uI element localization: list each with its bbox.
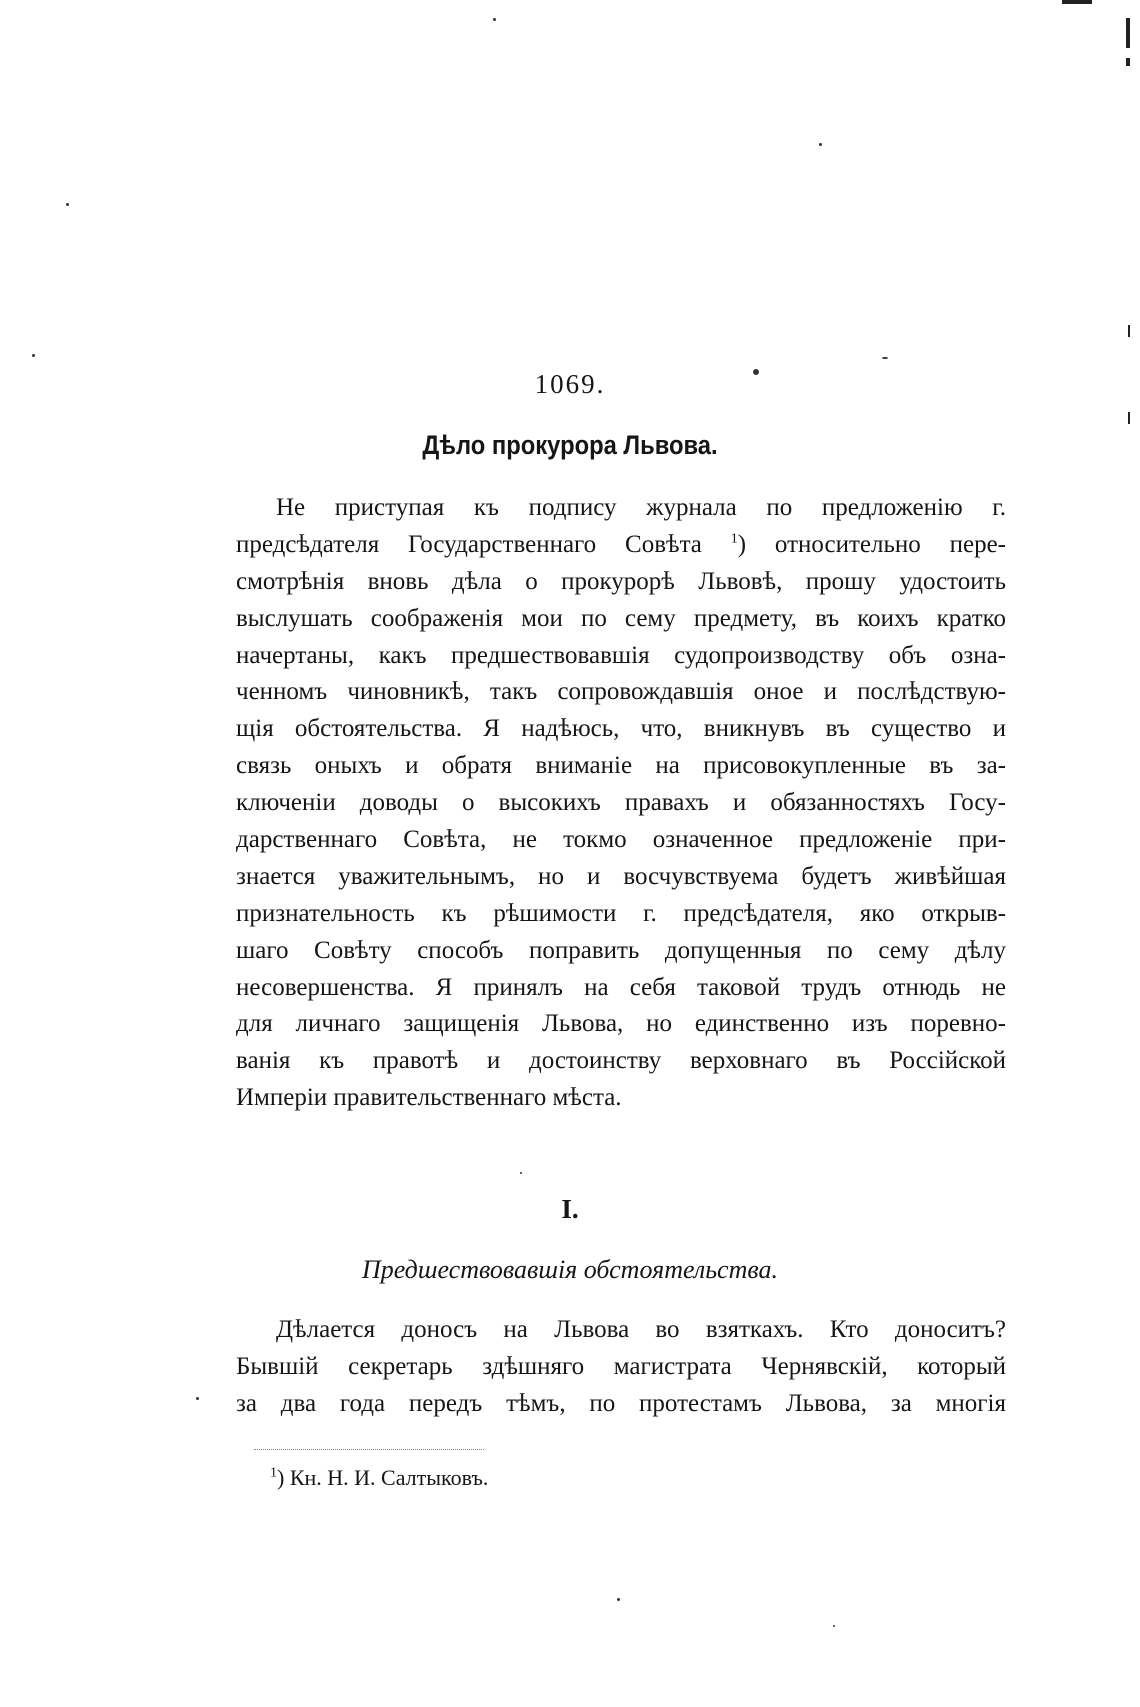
- scan-edge-mark: [1126, 18, 1130, 48]
- paragraph-line: начертаны, какъ предшествовавшія судопроизводству объ озна-: [236, 641, 1006, 669]
- paragraph-line: для личнаго защищенія Львова, но единственно изъ поревно-: [236, 1010, 1006, 1038]
- paragraph-line: смотрѣнія вновь дѣла о прокурорѣ Львовѣ, прошу удостоить: [236, 567, 1006, 595]
- scan-edge-mark: [1062, 0, 1092, 4]
- footnote-separator: [254, 1449, 484, 1450]
- scan-speck: [32, 354, 35, 357]
- paragraph-line-with-footnote: [236, 527, 1006, 564]
- scan-speck: [493, 18, 496, 21]
- paragraph-line: шаго Совѣту способъ поправить допущенныя по сему дѣлу: [236, 936, 1006, 964]
- footnote-text: ) Кн. Н. И. Салтыковъ.: [277, 1465, 489, 1490]
- scan-edge-mark: [1126, 58, 1130, 66]
- paragraph-line: Дѣлается доносъ на Львова во взяткахъ. Кто доноситъ?: [276, 1316, 1006, 1343]
- scan-edge-mark: [1128, 412, 1130, 424]
- paragraph-line: Имперіи правительственнаго мѣста.: [236, 1084, 622, 1112]
- paragraph-line-text: предсѣдателя Государственнаго Совѣта: [236, 530, 702, 558]
- paragraph-line: признательность къ рѣшимости г. предсѣдателя, яко открыв-: [236, 899, 1006, 927]
- document-number: 1069.: [534, 369, 606, 399]
- paragraph-line: щія обстоятельства. Я надѣюсь, что, вникнувъ въ существо и: [236, 715, 1006, 743]
- main-paragraph: [236, 490, 1006, 1117]
- scan-speck: [617, 1598, 620, 1601]
- paragraph-line: ванія къ правотѣ и достоинству верховнаго въ Россійской: [236, 1047, 1006, 1075]
- scan-speck: [819, 143, 822, 146]
- paragraph-line: знается уважительнымъ, но и восчувствуема будетъ живѣйшая: [236, 862, 1006, 890]
- paragraph-line: ченномъ чиновникѣ, такъ сопровождавшія оное и послѣдствую-: [236, 678, 1006, 706]
- section-title: Предшествовавшія обстоятельства.: [362, 1255, 778, 1284]
- paragraph-line: Не приступая къ подпису журнала по предложенію г.: [276, 494, 1006, 521]
- section-paragraph: [236, 1312, 1006, 1423]
- paragraph-line: ключеніи доводы о высокихъ правахъ и обязанностяхъ Госу-: [236, 789, 1006, 817]
- scan-speck: [520, 1172, 522, 1174]
- paragraph-line: связь оныхъ и обратя вниманіе на присовокупленные въ за-: [236, 752, 1006, 780]
- scan-speck: [66, 203, 69, 206]
- scan-speck: [196, 1397, 199, 1400]
- paragraph-line: Бывшій секретарь здѣшняго магистрата Чернявскій, который: [236, 1352, 1006, 1380]
- scan-speck: [882, 357, 888, 359]
- footnote-mark: 1: [270, 1465, 277, 1481]
- paragraph-line: дарственнаго Совѣта, не токмо означенное предложеніе при-: [236, 826, 1006, 854]
- document-title: Дѣло прокурора Львова.: [422, 430, 718, 460]
- paragraph-line-tail: ) относительно пере-: [737, 530, 1006, 558]
- scan-speck: [833, 1625, 835, 1627]
- paragraph-line: несовершенства. Я принялъ на себя таковой трудъ отнюдь не: [236, 973, 1006, 1001]
- footnote: [270, 1465, 488, 1491]
- paragraph-line: выслушать соображенія мои по сему предмету, въ коихъ кратко: [236, 604, 1006, 632]
- section-number: I.: [561, 1194, 579, 1224]
- footnote-reference: 1: [730, 531, 738, 547]
- paragraph-line: за два года передъ тѣмъ, по протестамъ Львова, за многія: [236, 1389, 1006, 1417]
- scan-edge-mark: [1128, 325, 1130, 337]
